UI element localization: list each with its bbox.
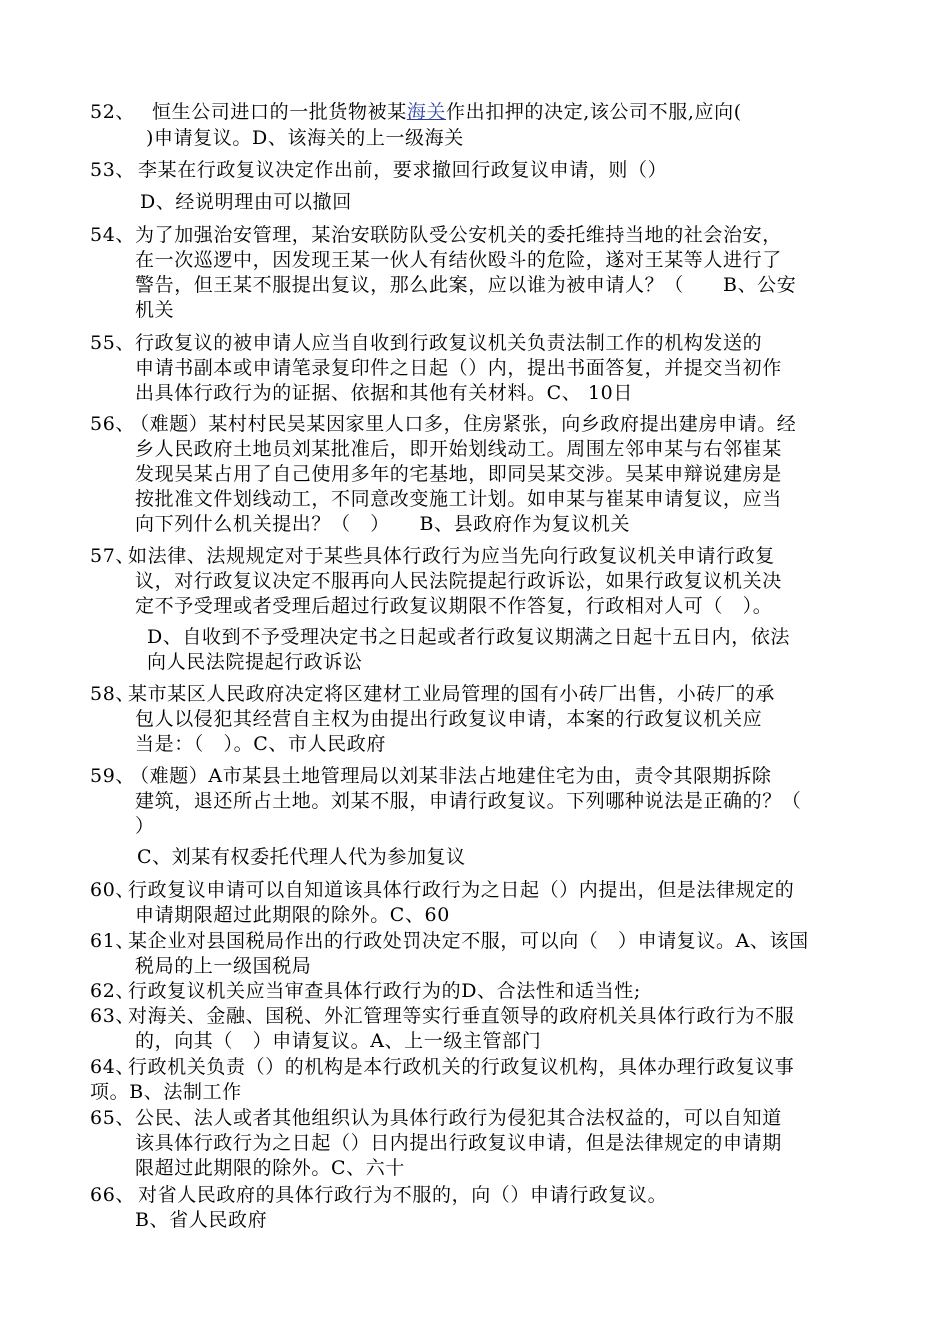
item-number: 59、 (90, 765, 135, 787)
item-text-line: 行政复议申请可以自知道该具体行政行为之日起（）内提出，但是法律规定的 (128, 879, 795, 901)
item-text-line: 申请书副本或申请笔录复印件之日起（）内，提出书面答复，并提交当初作 (135, 357, 782, 379)
item-number: 62、 (90, 980, 135, 1002)
item-text-line: 如法律、法规规定对于某些具体行政行为应当先向行政复议机关申请行政复 (128, 545, 775, 567)
item-number: 56、 (90, 413, 135, 435)
item-number: 54、 (90, 224, 135, 246)
item-text-line: 李某在行政复议决定作出前，要求撤回行政复议申请，则（） (138, 159, 668, 181)
item-number: 64、 (90, 1056, 135, 1078)
item-text-line: 包人以侵犯其经营自主权为由提出行政复议申请，本案的行政复议机关应 (135, 708, 763, 730)
item-number: 52、 (90, 101, 135, 123)
item-text-line: （难题）某村村民吴某因家里人口多，住房紧张，向乡政府提出建房申请。经 (130, 413, 797, 435)
item-text-line: 为了加强治安管理，某治安联防队受公安机关的委托维持当地的社会治安， (135, 224, 782, 246)
item-text-line: 建筑，退还所占土地。刘某不服，申请行政复议。下列哪种说法是正确的？（ (135, 790, 802, 812)
item-text-line: 定不予受理或者受理后超过行政复议期限不作答复，行政相对人可（ ）。 (135, 595, 773, 617)
item-text-line: 公民、法人或者其他组织认为具体行政行为侵犯其合法权益的，可以自知道 (135, 1107, 782, 1129)
item-text-line: ） (135, 815, 155, 837)
item-text-line: 在一次巡逻中，因发现王某一伙人有结伙殴斗的危险，遂对王某等人进行了 (135, 249, 782, 271)
item-text-line: 机关 (135, 299, 175, 321)
item-text-line: 该具体行政行为之日起（）日内提出行政复议申请，但是法律规定的申请期 (135, 1132, 782, 1154)
item-number: 66、 (90, 1184, 135, 1206)
item-text-line: 税局的上一级国税局 (135, 955, 312, 977)
item-text-line: D、经说明理由可以撤回 (140, 191, 352, 213)
item-text-line: 出具体行政行为的证据、依据和其他有关材料。C、 10日 (135, 382, 633, 404)
item-text-line: 某市某区人民政府决定将区建材工业局管理的国有小砖厂出售，小砖厂的承 (128, 683, 775, 705)
item-text-line: B、省人民政府 (135, 1209, 268, 1231)
item-number: 53、 (90, 159, 135, 181)
item-text-line: 行政复议的被申请人应当自收到行政复议机关负责法制工作的机构发送的 (135, 332, 763, 354)
text-segment: 作出扣押的决定,该公司不服,应向( (446, 101, 742, 123)
item-text-line: 行政机关负责（）的机构是本行政机关的行政复议机构，具体办理行政复议事 (128, 1056, 795, 1078)
item-number: 61、 (90, 930, 135, 952)
item-number: 65、 (90, 1107, 135, 1129)
hyperlink-haiguan[interactable]: 海关 (406, 101, 447, 123)
item-text-line: 申请期限超过此期限的除外。C、60 (135, 904, 450, 926)
item-text-line: )申请复议。D、该海关的上一级海关 (146, 127, 464, 149)
item-number: 58、 (90, 683, 135, 705)
item-text-line: 对省人民政府的具体行政行为不服的，向（）申请行政复议。 (138, 1184, 668, 1206)
item-text-line: 对海关、金融、国税、外汇管理等实行垂直领导的政府机关具体行政行为不服 (128, 1005, 795, 1027)
text-segment: 恒生公司进口的一批货物被某 (152, 101, 407, 123)
item-number: 55、 (90, 332, 135, 354)
item-number: 63、 (90, 1005, 135, 1027)
item-text-line: 警告，但王某不服提出复议，那么此案，应以谁为被申请人？（ B、公安 (135, 274, 797, 296)
item-text-line: 发现吴某占用了自己使用多年的宅基地，即同吴某交涉。吴某申辩说建房是 (135, 463, 782, 485)
item-text-line (152, 100, 742, 124)
item-text-line: 的，向其（ ）申请复议。A、上一级主管部门 (135, 1030, 542, 1052)
item-text-line: 乡人民政府土地员刘某批准后，即开始划线动工。周围左邻申某与右邻崔某 (135, 438, 782, 460)
item-text-line: 向人民法院提起行政诉讼 (147, 651, 363, 673)
item-text-line: （难题）A市某县土地管理局以刘某非法占地建住宅为由，责令其限期拆除 (130, 765, 772, 787)
item-text-line: 向下列什么机关提出？（ ） B、县政府作为复议机关 (135, 513, 631, 535)
item-text-line: 按批准文件划线动工，不同意改变施工计划。如申某与崔某申请复议，应当 (135, 488, 782, 510)
item-number: 57、 (90, 545, 135, 567)
item-text-line: D、自收到不予受理决定书之日起或者行政复议期满之日起十五日内，依法 (147, 626, 791, 648)
item-text-line: 限超过此期限的除外。C、六十 (135, 1157, 405, 1179)
item-text-line: 当是：（ ）。C、市人民政府 (135, 733, 386, 755)
item-text-line: 行政复议机关应当审查具体行政行为的D、合法性和适当性; (128, 980, 641, 1002)
item-text-line: 项。B、法制工作 (90, 1081, 242, 1103)
item-number: 60、 (90, 879, 135, 901)
item-text-line: 议，对行政复议决定不服再向人民法院提起行政诉讼，如果行政复议机关决 (135, 570, 782, 592)
item-text-line: C、刘某有权委托代理人代为参加复议 (137, 846, 466, 868)
item-text-line: 某企业对县国税局作出的行政处罚决定不服，可以向（ ）申请复议。A、该国 (128, 930, 809, 952)
